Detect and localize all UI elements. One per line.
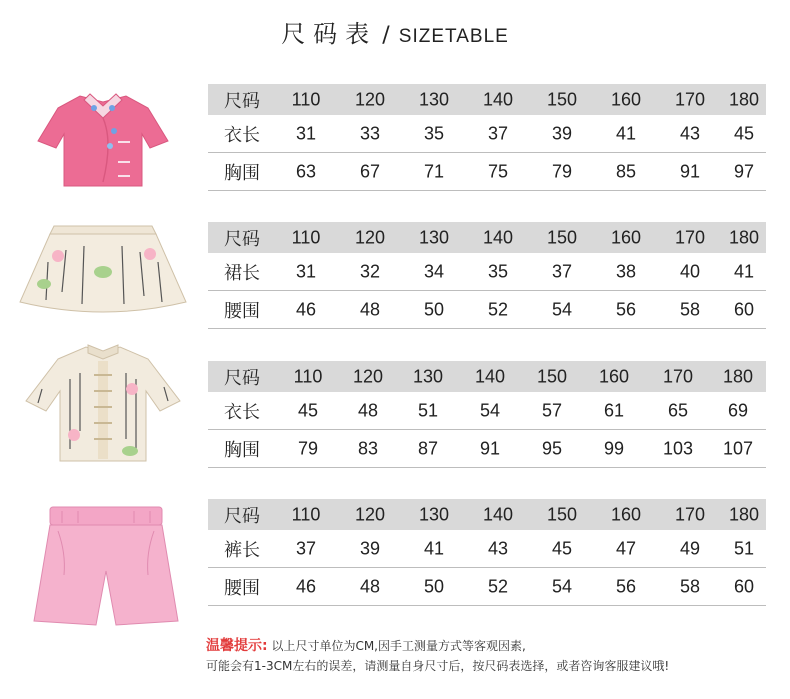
table-row bbox=[208, 530, 766, 568]
value-cell: 45 bbox=[297, 400, 319, 420]
table-row bbox=[208, 253, 766, 291]
value-cell: 31 bbox=[295, 123, 317, 143]
size-table-3 bbox=[208, 361, 766, 468]
value-cell: 35 bbox=[487, 261, 509, 281]
value-cell: 60 bbox=[733, 576, 755, 596]
value-cell: 58 bbox=[679, 299, 701, 319]
value-cell: 37 bbox=[551, 261, 573, 281]
footer-text-2: 可能会有1-3CM左右的误差，请测量自身尺寸后，按尺码表选择，或者咨询客服建议哦! bbox=[206, 659, 670, 673]
header-cells bbox=[286, 222, 766, 253]
value-cell: 37 bbox=[295, 538, 317, 558]
value-cell: 51 bbox=[417, 400, 439, 420]
row-cells bbox=[286, 153, 766, 190]
size-cell: 180 bbox=[722, 366, 754, 386]
value-cell: 97 bbox=[733, 161, 755, 181]
value-cell: 69 bbox=[727, 400, 749, 420]
page-title bbox=[0, 14, 790, 49]
value-cell: 51 bbox=[733, 538, 755, 558]
size-cell: 180 bbox=[728, 89, 760, 109]
row-label: 腰围 bbox=[224, 300, 260, 322]
size-cell: 150 bbox=[536, 366, 568, 386]
size-cell: 150 bbox=[546, 504, 578, 524]
size-cell: 130 bbox=[418, 227, 450, 247]
value-cell: 48 bbox=[359, 576, 381, 596]
size-cell: 170 bbox=[674, 504, 706, 524]
value-cell: 67 bbox=[359, 161, 381, 181]
table-row bbox=[208, 392, 766, 430]
pink-cheongsam-top-icon bbox=[18, 86, 188, 196]
value-cell: 41 bbox=[423, 538, 445, 558]
footer-text-1: 以上尺寸单位为CM,因手工测量方式等客观因素, bbox=[271, 639, 526, 653]
value-cell: 57 bbox=[541, 400, 563, 420]
value-cell: 31 bbox=[295, 261, 317, 281]
header-cells bbox=[286, 361, 766, 392]
value-cell: 83 bbox=[357, 438, 379, 458]
value-cell: 52 bbox=[487, 299, 509, 319]
size-cell: 120 bbox=[354, 504, 386, 524]
size-table-4 bbox=[208, 499, 766, 606]
value-cell: 56 bbox=[615, 576, 637, 596]
row-cells bbox=[286, 530, 766, 567]
table-header-row bbox=[208, 361, 766, 392]
calligraphy-skirt-icon bbox=[18, 222, 188, 332]
size-cell: 160 bbox=[610, 227, 642, 247]
value-cell: 47 bbox=[615, 538, 637, 558]
size-cell: 120 bbox=[352, 366, 384, 386]
value-cell: 52 bbox=[487, 576, 509, 596]
value-cell: 50 bbox=[423, 299, 445, 319]
value-cell: 43 bbox=[487, 538, 509, 558]
header-label: 尺码 bbox=[224, 367, 260, 389]
row-label: 腰围 bbox=[224, 577, 260, 599]
value-cell: 49 bbox=[679, 538, 701, 558]
value-cell: 56 bbox=[615, 299, 637, 319]
title-en: SIZETABLE bbox=[398, 26, 509, 47]
value-cell: 32 bbox=[359, 261, 381, 281]
value-cell: 50 bbox=[423, 576, 445, 596]
value-cell: 54 bbox=[551, 299, 573, 319]
value-cell: 37 bbox=[487, 123, 509, 143]
size-cell: 130 bbox=[412, 366, 444, 386]
size-table-1 bbox=[208, 84, 766, 191]
value-cell: 34 bbox=[423, 261, 445, 281]
size-cell: 180 bbox=[728, 227, 760, 247]
size-cell: 140 bbox=[482, 504, 514, 524]
size-cell: 160 bbox=[610, 89, 642, 109]
row-label: 胸围 bbox=[224, 439, 260, 461]
size-section-top bbox=[0, 84, 790, 202]
title-cn: 尺码表 bbox=[281, 20, 378, 48]
size-cell: 170 bbox=[674, 227, 706, 247]
size-cell: 180 bbox=[728, 504, 760, 524]
table-header-row bbox=[208, 84, 766, 115]
size-table-2 bbox=[208, 222, 766, 329]
value-cell: 45 bbox=[733, 123, 755, 143]
table-row bbox=[208, 291, 766, 329]
value-cell: 41 bbox=[615, 123, 637, 143]
footer-line-1 bbox=[206, 636, 669, 656]
row-label: 衣长 bbox=[224, 124, 260, 146]
value-cell: 91 bbox=[679, 161, 701, 181]
table-row bbox=[208, 153, 766, 191]
row-cells bbox=[286, 568, 766, 605]
footer-note bbox=[206, 636, 669, 676]
size-section-skirt bbox=[0, 222, 790, 340]
header-label: 尺码 bbox=[224, 90, 260, 112]
value-cell: 99 bbox=[603, 438, 625, 458]
value-cell: 58 bbox=[679, 576, 701, 596]
size-cell: 150 bbox=[546, 227, 578, 247]
size-cell: 120 bbox=[354, 89, 386, 109]
size-cell: 160 bbox=[610, 504, 642, 524]
value-cell: 40 bbox=[679, 261, 701, 281]
calligraphy-shirt-icon bbox=[18, 339, 188, 464]
value-cell: 54 bbox=[551, 576, 573, 596]
value-cell: 39 bbox=[551, 123, 573, 143]
value-cell: 75 bbox=[487, 161, 509, 181]
value-cell: 91 bbox=[479, 438, 501, 458]
value-cell: 107 bbox=[722, 438, 754, 458]
size-section-shirt bbox=[0, 361, 790, 479]
header-cells bbox=[286, 499, 766, 530]
value-cell: 46 bbox=[295, 299, 317, 319]
value-cell: 41 bbox=[733, 261, 755, 281]
value-cell: 61 bbox=[603, 400, 625, 420]
size-cell: 140 bbox=[474, 366, 506, 386]
row-label: 裙长 bbox=[224, 262, 260, 284]
size-cell: 130 bbox=[418, 89, 450, 109]
size-cell: 170 bbox=[674, 89, 706, 109]
size-cell: 110 bbox=[293, 366, 323, 386]
value-cell: 79 bbox=[297, 438, 319, 458]
value-cell: 65 bbox=[667, 400, 689, 420]
size-cell: 110 bbox=[291, 89, 321, 109]
pink-shorts-icon bbox=[18, 501, 188, 631]
row-label: 胸围 bbox=[224, 162, 260, 184]
row-cells bbox=[286, 392, 766, 429]
value-cell: 79 bbox=[551, 161, 573, 181]
size-cell: 140 bbox=[482, 227, 514, 247]
value-cell: 48 bbox=[357, 400, 379, 420]
row-cells bbox=[286, 115, 766, 152]
header-label: 尺码 bbox=[224, 505, 260, 527]
value-cell: 38 bbox=[615, 261, 637, 281]
row-label: 衣长 bbox=[224, 401, 260, 423]
value-cell: 63 bbox=[295, 161, 317, 181]
value-cell: 35 bbox=[423, 123, 445, 143]
value-cell: 60 bbox=[733, 299, 755, 319]
size-cell: 140 bbox=[482, 89, 514, 109]
size-cell: 130 bbox=[418, 504, 450, 524]
row-label: 裤长 bbox=[224, 539, 260, 561]
table-header-row bbox=[208, 222, 766, 253]
value-cell: 46 bbox=[295, 576, 317, 596]
warning-label: 温馨提示: bbox=[206, 638, 268, 654]
value-cell: 87 bbox=[417, 438, 439, 458]
value-cell: 48 bbox=[359, 299, 381, 319]
value-cell: 45 bbox=[551, 538, 573, 558]
value-cell: 43 bbox=[679, 123, 701, 143]
value-cell: 33 bbox=[359, 123, 381, 143]
value-cell: 103 bbox=[662, 438, 694, 458]
size-cell: 150 bbox=[546, 89, 578, 109]
size-cell: 110 bbox=[291, 504, 321, 524]
row-cells bbox=[286, 291, 766, 328]
value-cell: 71 bbox=[423, 161, 445, 181]
header-label: 尺码 bbox=[224, 228, 260, 250]
title-slash: / bbox=[382, 23, 390, 48]
table-header-row bbox=[208, 499, 766, 530]
size-cell: 160 bbox=[598, 366, 630, 386]
value-cell: 95 bbox=[541, 438, 563, 458]
header-cells bbox=[286, 84, 766, 115]
table-row bbox=[208, 430, 766, 468]
size-cell: 170 bbox=[662, 366, 694, 386]
value-cell: 54 bbox=[479, 400, 501, 420]
value-cell: 85 bbox=[615, 161, 637, 181]
row-cells bbox=[286, 430, 766, 467]
table-row bbox=[208, 115, 766, 153]
table-row bbox=[208, 568, 766, 606]
size-cell: 120 bbox=[354, 227, 386, 247]
row-cells bbox=[286, 253, 766, 290]
value-cell: 39 bbox=[359, 538, 381, 558]
size-section-shorts bbox=[0, 499, 790, 617]
size-cell: 110 bbox=[291, 227, 321, 247]
